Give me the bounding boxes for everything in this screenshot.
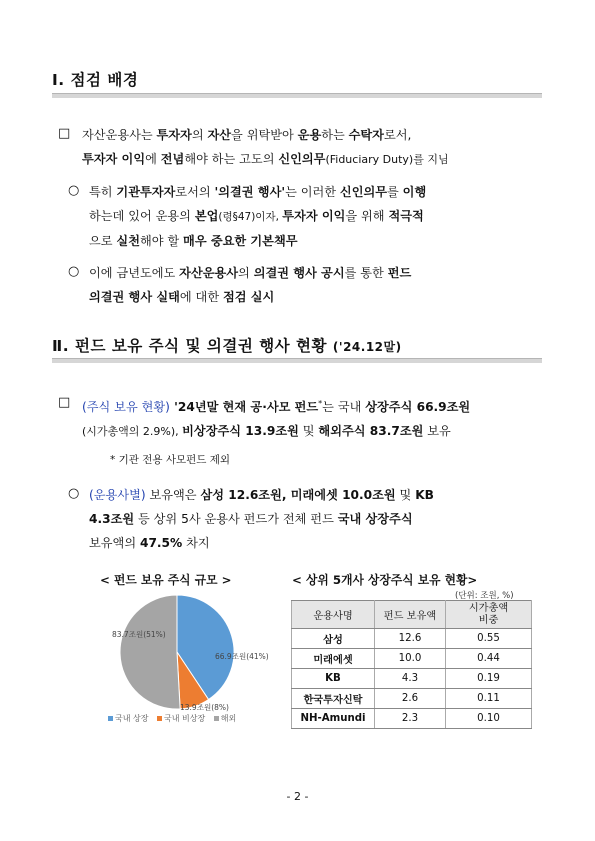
table-cell: 0.44 [446,649,532,669]
pie-caption: < 펀드 보유 주식 규모 > [100,573,232,587]
s1-para-1: 자산운용사는 투자자의 자산을 위탁받아 운용하는 수탁자로서, 투자자 이익에 전념해야 하는 고도의 신인의무(Fiduciary Duty)를 지님 [82,128,449,166]
square-bullet: □ [58,126,71,141]
legend-item-domestic-unlisted: 국내 비상장 [157,714,205,723]
table-header-cell: 시가총액 비중 [446,601,532,629]
pie-chart [80,585,280,725]
legend-swatch [108,716,113,721]
pie-data-label: 66.9조원(41%) [215,652,269,661]
s2-para-1: (주식 보유 현황) '24년말 현재 공·사모 펀드*는 국내 상장주식 66.9조원 (시가총액의 2.9%), 비상장주식 13.9조원 및 해외주식 83.7조원 보유 [82,399,471,439]
pie-data-label: 83.7조원(51%) [112,630,166,639]
table-cell: KB [292,669,375,689]
table-row [292,689,532,709]
legend-swatch [214,716,219,721]
table-cell: 0.19 [446,669,532,689]
table-cell: 0.55 [446,629,532,649]
circle-bullet: ○ [68,183,80,198]
table-header-row [292,601,532,629]
table-cell: 삼성 [292,629,375,649]
table-cell: 미래에셋 [292,649,375,669]
s1-para-2: 특히 기관투자자로서의 '의결권 행사'는 이러한 신인의무를 이행 하는데 있어 운용의 본업(령§47)이자, 투자자 이익을 위해 적극적 으로 실천해야 할 매우 중요한 기본책무 [89,185,427,248]
circle-bullet: ○ [68,486,80,501]
table-cell: 0.10 [446,709,532,729]
table-caption: < 상위 5개사 상장주식 보유 현황> [292,573,478,587]
table-cell: 2.6 [375,689,446,709]
section-1-title: Ⅰ. 점검 배경 [52,71,139,89]
s2-para-2: (운용사별) 보유액은 삼성 12.6조원, 미래에셋 10.0조원 및 KB 4.3조원 등 상위 5사 운용사 펀드가 전체 펀드 국내 상장주식 보유액의 47.5% 차지 [89,488,434,550]
table-row [292,649,532,669]
table-cell: 2.3 [375,709,446,729]
table-cell: 4.3 [375,669,446,689]
section-2-rule [52,358,542,363]
square-bullet: □ [58,395,71,410]
legend-swatch [157,716,162,721]
circle-bullet: ○ [68,264,80,279]
page-number: - 2 - [286,790,309,803]
pie-legend [108,713,236,724]
pie-data-label: 13.9조원(8%) [180,703,229,712]
table-row [292,669,532,689]
unit-note: (단위: 조원, %) [455,591,514,601]
section-2-title: Ⅱ. 펀드 보유 주식 및 의결권 행사 현황 ('24.12말) [52,337,402,355]
pie-slice-overseas [120,595,180,709]
s1-para-3: 이에 금년도에도 자산운용사의 의결권 행사 공시를 통한 펀드 의결권 행사 실태에 대한 점검 실시 [89,266,412,304]
table-cell: 0.11 [446,689,532,709]
legend-item-domestic-listed: 국내 상장 [108,714,148,723]
top5-table [291,600,532,729]
table-cell: 한국투자신탁 [292,689,375,709]
section-1-rule [52,93,542,98]
legend-item-overseas: 해외 [214,714,236,723]
table-header-cell: 운용사명 [292,601,375,629]
table-row [292,709,532,729]
table-header-cell: 펀드 보유액 [375,601,446,629]
footnote: * 기관 전용 사모펀드 제외 [110,454,231,466]
table-row [292,629,532,649]
table-cell: NH-Amundi [292,709,375,729]
table-cell: 12.6 [375,629,446,649]
table-cell: 10.0 [375,649,446,669]
